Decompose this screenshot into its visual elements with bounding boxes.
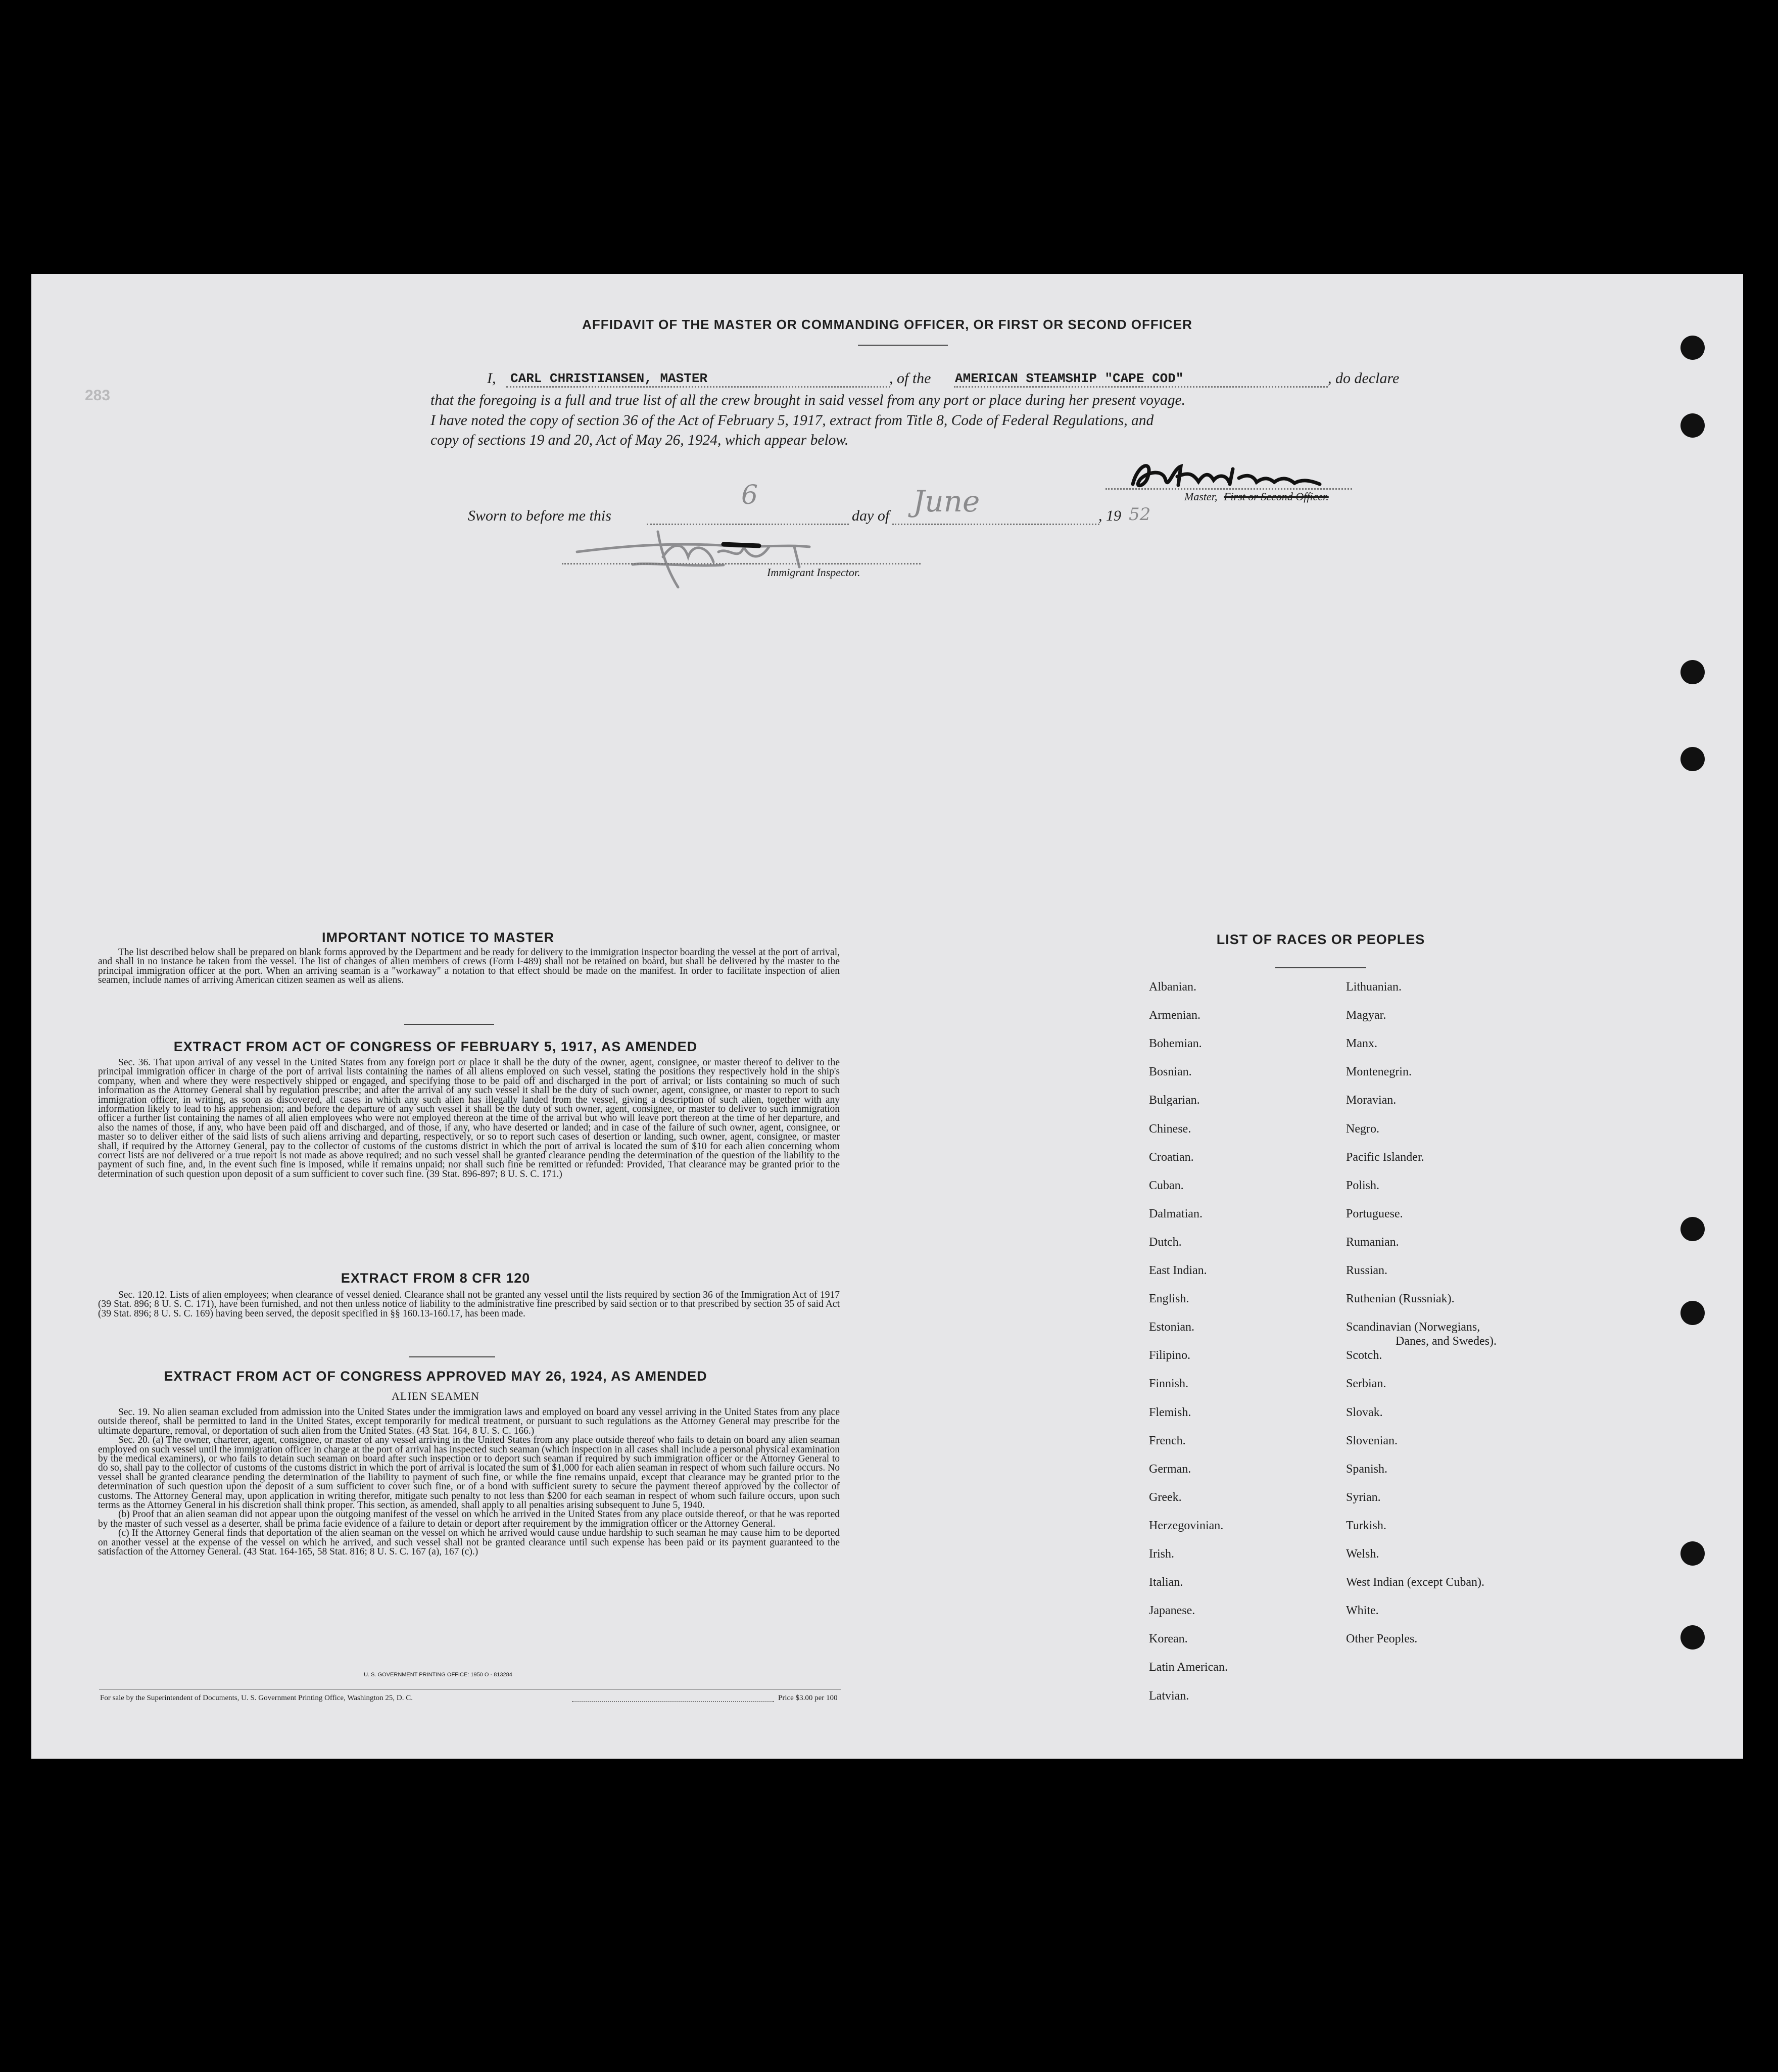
race-item: Serbian. <box>1346 1377 1386 1391</box>
vessel-field-line <box>954 386 1328 388</box>
race-item: Manx. <box>1346 1037 1377 1051</box>
races-divider <box>1275 967 1366 968</box>
race-item: French. <box>1149 1434 1186 1447</box>
race-item: Filipino. <box>1149 1349 1191 1362</box>
race-item: Spanish. <box>1346 1462 1388 1476</box>
binder-hole <box>1680 336 1705 360</box>
race-item: Slovak. <box>1346 1405 1383 1419</box>
master-name-field[interactable]: CARL CHRISTIANSEN, MASTER <box>510 371 708 386</box>
month-field-line <box>892 524 1099 525</box>
year-field[interactable]: 52 <box>1129 504 1151 525</box>
race-item: German. <box>1149 1462 1191 1476</box>
race-item: West Indian (except Cuban). <box>1346 1576 1484 1589</box>
notice-title: IMPORTANT NOTICE TO MASTER <box>322 930 554 945</box>
inspector-signature-line <box>562 563 921 564</box>
section-19-text: Sec. 19. No alien seaman excluded from admission into the United States under the immigration laws and employed on board any vessel arriving in the United States from any place outside thereof, shall be permitted to land in the United States, except temporarily for medical treatment, or pursuant to such regulations as the Attorney General may prescribe for the ultimate departure, removal, or deportation of such alien from the United States. (43 Stat. 164, 8 U. S. C. 166.) <box>98 1407 840 1436</box>
race-item: Flemish. <box>1149 1405 1191 1419</box>
of-the-label: , of the <box>889 370 931 387</box>
gpo-imprint: U. S. GOVERNMENT PRINTING OFFICE: 1950 O - 813284 <box>364 1672 512 1678</box>
race-item: Albanian. <box>1149 980 1196 994</box>
race-item: Danes, and Swedes). <box>1396 1335 1497 1348</box>
race-item: Armenian. <box>1149 1009 1200 1022</box>
section-20c-text: (c) If the Attorney General finds that deportation of the alien seaman on the vessel on which he arrived would cause undue hardship to such seaman he may cause him to be deported on another vessel at the expense of the vessel on which he arrived, and such vessel shall not be granted clearance until such expense has been paid or its payment guaranteed to the satisfaction of the Attorney General. (43 Stat. 164-165, 58 Stat. 816; 8 U. S. C. 167 (a), 167 (c).) <box>98 1528 840 1558</box>
race-item: Bulgarian. <box>1149 1094 1200 1107</box>
i-label: I, <box>487 370 496 387</box>
inspector-signature <box>557 516 870 592</box>
race-item: Montenegrin. <box>1346 1065 1412 1079</box>
extract-1917-body <box>98 1058 840 1179</box>
race-item: Ruthenian (Russniak). <box>1346 1292 1455 1306</box>
race-item: Slovenian. <box>1346 1434 1398 1447</box>
race-item: Greek. <box>1149 1490 1182 1504</box>
affidavit-line-3: I have noted the copy of section 36 of the Act of February 5, 1917, extract from Title 8, Code of Federal Regulations, and <box>430 412 1154 429</box>
race-item: Syrian. <box>1346 1490 1381 1504</box>
section-36-text: Sec. 36. That upon arrival of any vessel in the United States from any foreign port or place it shall be the duty of the owner, agent, consignee, or master thereof to deliver to the principal immigration officer in charge of the port of arrival lists containing the names of all aliens employed on such vessel, stating the positions they respectively hold in the ship's company, when and where they were respectively shipped or engaged, and specifying those to be paid off and discharged in the port of arrival; or lists containing so much of such information as the Attorney General shall by regulation prescribe; and after the arrival of any such vessel it shall be the duty of such owner, agent, consignee, or master to report to such immigration officer, in writing, as soon as discovered, all cases in which any such alien has illegally landed from the vessel, giving a description of such alien, together with any information likely to lead to his apprehension; and before the departure of any such vessel it shall be the duty of such owner, agent, consignee, or master to deliver to such immigration officer a further list containing the names of all alien employees who were not employed thereon at the time of the arrival but who will leave port thereon at the time of her departure, and also the names of those, if any, who have been paid off and discharged, and of those, if any, who have deserted or landed; and in case of the failure of such owner, agent, consignee, or master so to deliver either of the said lists of such aliens arriving and departing, respectively, or so to report such cases of desertion or landing, such owner, agent, consignee, or master shall, if required by the Attorney General, pay to the collector of customs of the customs district in which the port of arrival is located the sum of $10 for each alien concerning whom correct lists are not delivered or a true report is not made as above required; and no such vessel shall be granted clearance pending the determination of the question of the liability to the payment of such fine, and, in the event such fine is imposed, while it remains unpaid; nor shall such fine be remitted or refunded: Provided, That clearance may be granted prior to the determination of such question upon deposit of a sum sufficient to cover such fine. (39 Stat. 896-897; 8 U. S. C. 171.) <box>98 1057 840 1180</box>
form-page <box>31 274 1743 1759</box>
race-item: Italian. <box>1149 1576 1183 1589</box>
extract-1924-title: EXTRACT FROM ACT OF CONGRESS APPROVED MAY 26, 1924, AS AMENDED <box>164 1369 707 1384</box>
footer-leader-dots <box>572 1701 774 1702</box>
race-item: Latin American. <box>1149 1661 1228 1674</box>
race-item: Moravian. <box>1346 1094 1397 1107</box>
section-20a-text: Sec. 20. (a) The owner, charterer, agent, consignee, or master of any vessel arriving in the United States from any place outside thereof who fails to detain on board any alien seaman employed on such vessel until the immigration officer in charge at the port of arrival has inspected such seaman (which inspection in all cases shall include a personal physical examination by the medical examiners), or who fails to detain such seaman on board after such inspection or to deport such seaman if required by such immigration officer or the Attorney General to do so, shall pay to the collector of customs of the customs district in which the port of arrival is located the sum of $1,000 for each alien seaman in respect of whom such failure occurs. No vessel shall be granted clearance pending the determination of the liability to payment of such fine, or while the fine remains unpaid, except that clearance may be granted prior to the determination of such question upon the deposit of a sum sufficient to cover such fine, or of a bond with sufficient surety to secure the payment thereof approved by the collector of customs. The Attorney General may, upon application in writing therefor, mitigate such penalty to not less than $200 for each seaman in respect of whom such failure occurs, upon such terms as the Attorney General in his discretion shall think proper. This section, as amended, shall apply to all penalties arising subsequent to June 5, 1940. <box>98 1435 840 1511</box>
officer-label-struck: First or Second Officer. <box>1224 490 1329 503</box>
race-item: Turkish. <box>1346 1519 1386 1532</box>
notice-body <box>98 948 840 985</box>
race-item: Scotch. <box>1346 1349 1382 1362</box>
affidavit-line-4: copy of sections 19 and 20, Act of May 26, 1924, which appear below. <box>430 432 849 448</box>
alien-seamen-subtitle: ALIEN SEAMEN <box>392 1390 479 1402</box>
race-item: Negro. <box>1346 1122 1379 1136</box>
day-of-label: day of <box>852 507 890 524</box>
race-item: Bohemian. <box>1149 1037 1202 1051</box>
inspector-label: Immigrant Inspector. <box>767 566 860 579</box>
race-item: Croatian. <box>1149 1150 1194 1164</box>
race-item: Bosnian. <box>1149 1065 1192 1079</box>
day-field[interactable]: 6 <box>741 480 758 510</box>
race-item: Polish. <box>1346 1179 1380 1192</box>
sworn-label: Sworn to before me this <box>468 507 611 524</box>
race-item: White. <box>1346 1604 1379 1618</box>
cfr-body <box>98 1291 840 1318</box>
master-signature-line <box>1106 488 1352 490</box>
binder-hole <box>1680 660 1705 684</box>
do-declare-label: , do declare <box>1328 370 1400 387</box>
race-item: Dalmatian. <box>1149 1207 1203 1220</box>
race-item: English. <box>1149 1292 1189 1306</box>
race-item: Irish. <box>1149 1547 1174 1561</box>
stray-mark: 283 <box>85 387 111 404</box>
extract-1917-title: EXTRACT FROM ACT OF CONGRESS OF FEBRUARY 5, 1917, AS AMENDED <box>173 1039 698 1054</box>
race-item: Estonian. <box>1149 1321 1194 1334</box>
extract-1924-body <box>98 1408 840 1557</box>
notice-text: The list described below shall be prepared on blank forms approved by the Department and be ready for delivery to the immigration inspector boarding the vessel at the port of arrival, and shall in no instance be taken from the vessel. The list of changes of alien members of crews (Form I-489) shall not be retained on board, but shall be delivered by the master to the principal immigration officer at the port. When an arriving seaman is a "workaway" a notation to that effect should be made on the manifest. In order to facilitate inspection of alien seamen, include names of arriving American citizen seamen as well as aliens. <box>98 947 840 986</box>
race-item: Cuban. <box>1149 1179 1184 1192</box>
binder-hole <box>1680 1625 1705 1650</box>
binder-hole <box>1680 1217 1705 1241</box>
cfr-title: EXTRACT FROM 8 CFR 120 <box>341 1270 531 1286</box>
vessel-name-field[interactable]: AMERICAN STEAMSHIP "CAPE COD" <box>955 371 1184 386</box>
race-item: Latvian. <box>1149 1689 1189 1703</box>
binder-hole <box>1680 413 1705 438</box>
race-item: Chinese. <box>1149 1122 1191 1136</box>
race-item: Scandinavian (Norwegians, <box>1346 1321 1480 1334</box>
race-item: East Indian. <box>1149 1264 1207 1277</box>
race-item: Dutch. <box>1149 1235 1182 1249</box>
price-notice: Price $3.00 per 100 <box>778 1694 838 1702</box>
cfr-text: Sec. 120.12. Lists of alien employees; when clearance of vessel denied. Clearance shall not be granted any vessel until the lists required by section 36 of the Immigration Act of 1917 (39 Stat. 896; 8 U. S. C. 171), have been furnished, and not then unless notice of liability to the administrative fine prescribed by said section or to that prescribed by section 35 of said Act (39 Stat. 896; 8 U. S. C. 169) having been served, the deposit specified in §§ 160.13-160.17, has been made. <box>98 1290 840 1319</box>
race-item: Lithuanian. <box>1346 980 1402 994</box>
binder-hole <box>1680 1301 1705 1325</box>
title-divider <box>858 345 948 346</box>
race-item: Rumanian. <box>1346 1235 1399 1249</box>
races-title: LIST OF RACES OR PEOPLES <box>1216 932 1425 947</box>
year-prefix: , 19 <box>1098 507 1121 524</box>
race-item: Magyar. <box>1346 1009 1386 1022</box>
affidavit-line-2: that the foregoing is a full and true list of all the crew brought in said vessel from any port or place during her present voyage. <box>430 392 1185 408</box>
race-item: Japanese. <box>1149 1604 1195 1618</box>
sale-notice: For sale by the Superintendent of Documents, U. S. Government Printing Office, Washington 25, D. C. <box>100 1694 413 1702</box>
divider-1 <box>404 1024 494 1025</box>
race-item: Korean. <box>1149 1632 1188 1646</box>
section-20b-text: (b) Proof that an alien seaman did not appear upon the outgoing manifest of the vessel on which he arrived in the United States from any place outside thereof, or that he was reported by the master of such vessel as a deserter, shall be prima facie evidence of a failure to detain or deport after requirement by the immigration officer or the Attorney General. <box>98 1509 840 1529</box>
binder-hole <box>1680 1541 1705 1566</box>
affidavit-title: AFFIDAVIT OF THE MASTER OR COMMANDING OFFICER, OR FIRST OR SECOND OFFICER <box>582 317 1192 332</box>
race-item: Finnish. <box>1149 1377 1189 1391</box>
race-item: Portuguese. <box>1346 1207 1403 1220</box>
name-field-line <box>506 386 890 388</box>
race-item: Herzegovinian. <box>1149 1519 1224 1532</box>
divider-2 <box>409 1356 495 1357</box>
race-item: Pacific Islander. <box>1346 1150 1424 1164</box>
month-field[interactable]: June <box>913 484 980 519</box>
race-item: Other Peoples. <box>1346 1632 1418 1646</box>
race-item: Welsh. <box>1346 1547 1379 1561</box>
race-item: Russian. <box>1346 1264 1388 1277</box>
master-label: Master, <box>1184 490 1218 503</box>
binder-hole <box>1680 747 1705 771</box>
